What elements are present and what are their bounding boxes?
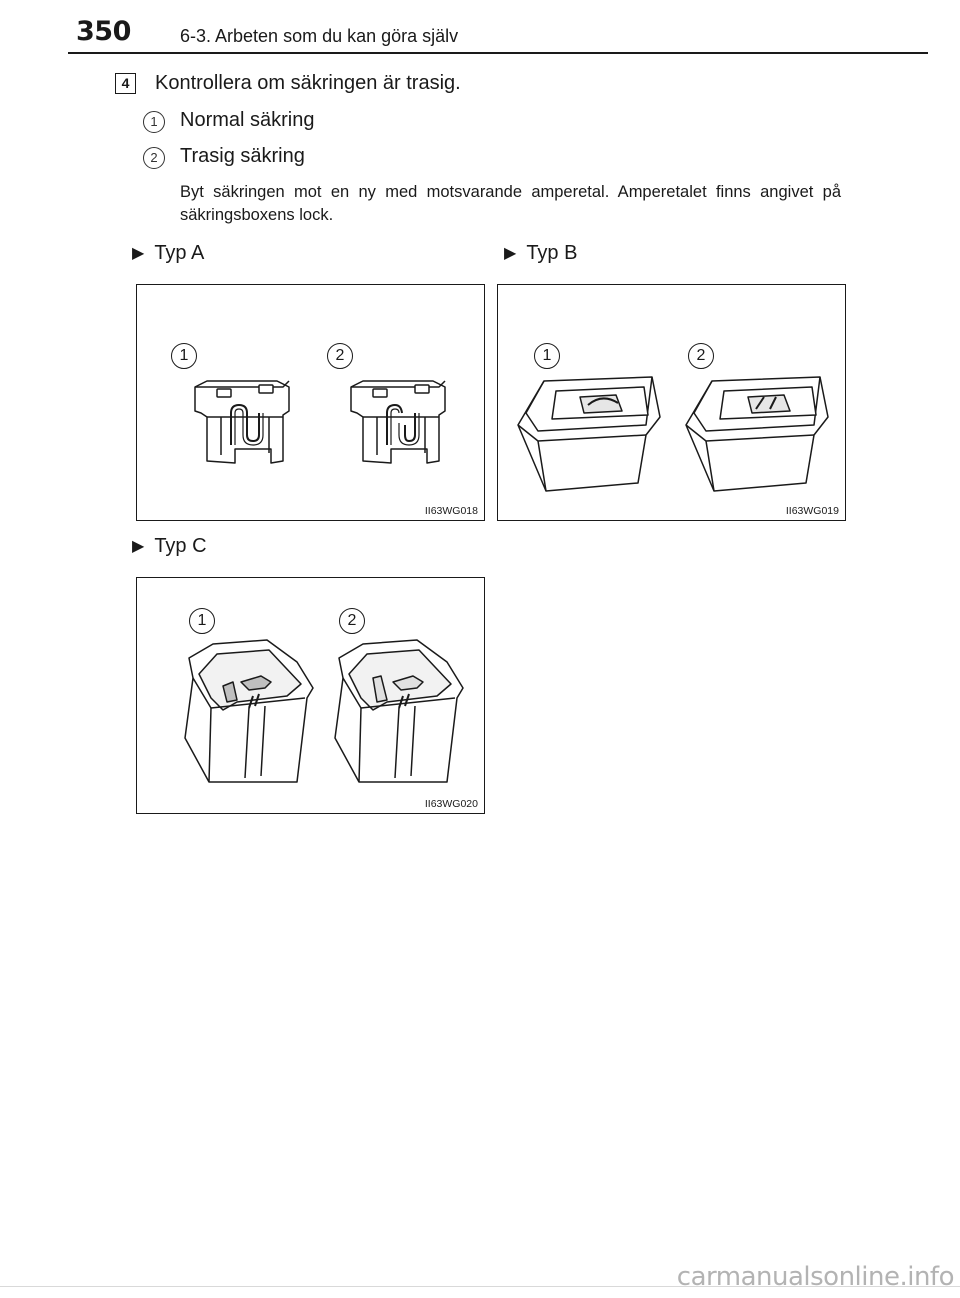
- replacement-note: Byt säkringen mot en ny med motsvarande amperetal. Amperetalet finns angivet på säkringsboxens lock.: [180, 183, 841, 224]
- figure-type-b: [497, 284, 846, 521]
- heading-type-b-label: Typ B: [526, 242, 578, 264]
- callout-2: 2: [327, 343, 353, 369]
- callout-1: 1: [189, 608, 215, 634]
- page-number: 350: [76, 16, 131, 47]
- item-number-2: 2: [143, 147, 165, 169]
- step-number-badge: 4: [115, 73, 136, 94]
- triangle-bullet-icon: ▶: [132, 538, 145, 555]
- callout-1: 1: [534, 343, 560, 369]
- heading-type-c: [132, 535, 207, 558]
- section-title: 6-3. Arbeten som du kan göra själv: [180, 26, 459, 46]
- fuse-type-c-illustration: [137, 578, 484, 813]
- callout-1: 1: [171, 343, 197, 369]
- triangle-bullet-icon: ▶: [132, 245, 145, 262]
- watermark: carmanualsonline.info: [676, 1262, 954, 1292]
- heading-type-c-label: Typ C: [154, 535, 207, 557]
- item-label-blown-fuse: Trasig säkring: [180, 145, 305, 167]
- callout-2: 2: [688, 343, 714, 369]
- figure-code: II63WG020: [424, 798, 478, 810]
- header-divider: [68, 52, 928, 54]
- item-number-1: 1: [143, 111, 165, 133]
- figure-type-a: [136, 284, 485, 521]
- triangle-bullet-icon: ▶: [504, 245, 517, 262]
- heading-type-a: [132, 242, 204, 265]
- item-label-normal-fuse: Normal säkring: [180, 109, 315, 131]
- fuse-type-a-illustration: [137, 285, 484, 520]
- step-instruction: Kontrollera om säkringen är trasig.: [155, 72, 461, 94]
- page-header: [0, 0, 960, 56]
- figure-code: II63WG019: [785, 505, 839, 517]
- figure-code: II63WG018: [424, 505, 478, 517]
- figure-type-c: [136, 577, 485, 814]
- heading-type-b: [504, 242, 577, 265]
- callout-2: 2: [339, 608, 365, 634]
- fuse-type-b-illustration: [498, 285, 845, 520]
- heading-type-a-label: Typ A: [154, 242, 205, 264]
